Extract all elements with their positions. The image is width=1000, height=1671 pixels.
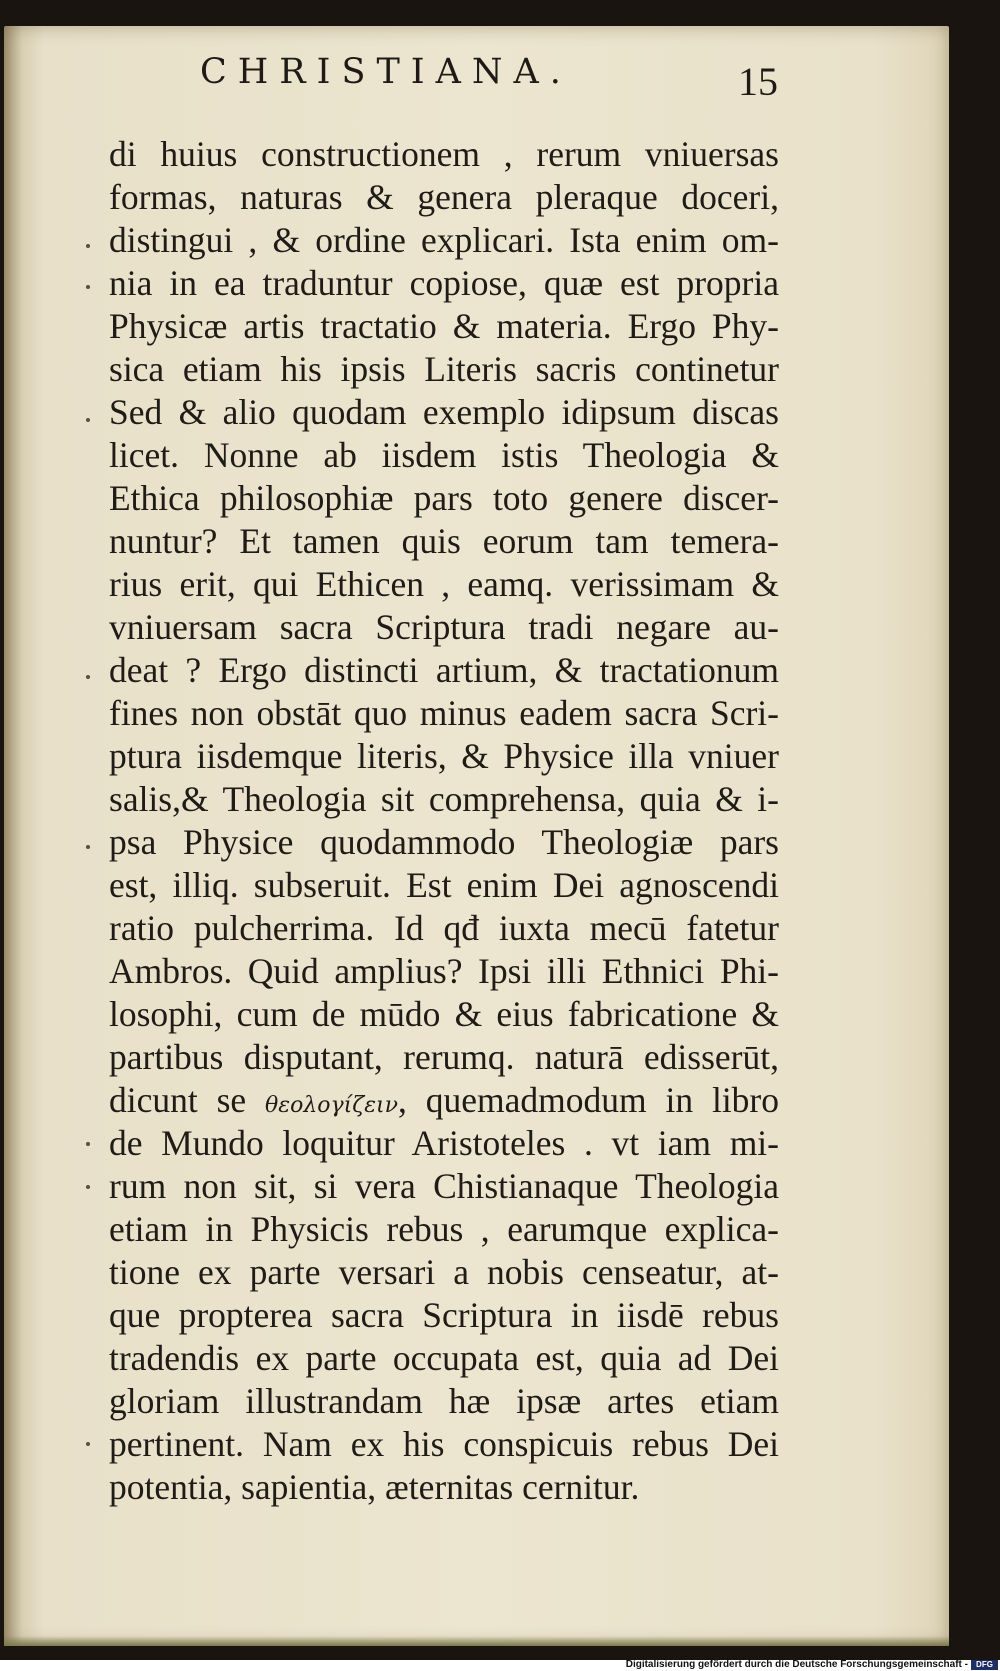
text-line: fines non obstāt quo minus eadem sacra Scri- (109, 693, 779, 733)
text-line: Sed & alio quodam exemplo idipsum discas (109, 392, 779, 432)
page-number: 15 (738, 59, 778, 104)
text-line: vniuersam sacra Scriptura tradi negare au- (109, 607, 779, 647)
text-line: licet. Nonne ab iisdem istis Theologia & (109, 435, 779, 475)
text-fragment: dicunt se (109, 1080, 247, 1120)
text-line: distingui , & ordine explicari. Ista enim om- (109, 220, 779, 260)
margin-mark (86, 418, 90, 422)
text-line: Ethica philosophiæ pars toto genere discer- (109, 478, 779, 518)
text-line: que propterea sacra Scriptura in iisdē rebus (109, 1295, 779, 1335)
text-line: partibus disputant, rerumq. naturā edisserūt, (109, 1037, 779, 1077)
text-line: nia in ea traduntur copiose, quæ est propria (109, 263, 779, 303)
text-line: tradendis ex parte occupata est, quia ad Dei (109, 1338, 779, 1378)
text-line: gloriam illustrandam hæ ipsæ artes etiam (109, 1381, 779, 1421)
text-line: Physicæ artis tractatio & materia. Ergo Phy- (109, 306, 779, 346)
text-line: de Mundo loquitur Aristoteles . vt iam mi- (109, 1123, 779, 1163)
text-line: formas, naturas & genera pleraque doceri, (109, 177, 779, 217)
text-line: etiam in Physicis rebus , earumque explica- (109, 1209, 779, 1249)
text-line: tione ex parte versari a nobis censeatur, at- (109, 1252, 779, 1292)
greek-word: θεολογίζειν (265, 1093, 399, 1118)
text-line-with-greek (109, 1079, 779, 1122)
margin-mark (86, 1442, 90, 1446)
text-line: salis,& Theologia sit comprehensa, quia & i- (109, 779, 779, 819)
margin-mark (86, 675, 90, 679)
running-title: CHRISTIANA. (200, 52, 572, 92)
text-line: deat ? Ergo distincti artium, & tractationum (109, 650, 779, 690)
text-line: est, illiq. subseruit. Est enim Dei agnoscendi (109, 865, 779, 905)
text-line: rius erit, qui Ethicen , eamq. verissimam & (109, 564, 779, 604)
text-fragment: , quemadmodum in libro (398, 1080, 779, 1120)
body-text (109, 133, 779, 1509)
text-line: di huius constructionem , rerum vniuersas (109, 134, 779, 174)
margin-mark (86, 1185, 90, 1189)
text-line: Ambros. Quid amplius? Ipsi illi Ethnici Phi- (109, 951, 779, 991)
text-line-last: potentia, sapientia, æternitas cernitur. (109, 1467, 640, 1507)
margin-mark (86, 244, 90, 248)
margin-mark (86, 285, 90, 289)
margin-mark (86, 845, 90, 849)
text-line: losophi, cum de mūdo & eius fabricatione & (109, 994, 779, 1034)
text-line: psa Physice quodammodo Theologiæ pars (109, 822, 779, 862)
text-line: nuntur? Et tamen quis eorum tam temera- (109, 521, 779, 561)
text-line: sica etiam his ipsis Literis sacris continetur (109, 349, 779, 389)
text-line: ptura iisdemque literis, & Physice illa vniuer (109, 736, 779, 776)
text-line: ratio pulcherrima. Id qđ iuxta mecū fatetur (109, 908, 779, 948)
dfg-logo: DFG (971, 1660, 998, 1670)
margin-mark (86, 1142, 90, 1146)
text-line: pertinent. Nam ex his conspicuis rebus Dei (109, 1424, 779, 1464)
funding-credit: Digitalisierung gefördert durch die Deutsche Forschungsgemeinschaft - (625, 1659, 968, 1670)
text-line: rum non sit, si vera Chistianaque Theologia (109, 1166, 779, 1206)
footer-bar (0, 1660, 1000, 1671)
